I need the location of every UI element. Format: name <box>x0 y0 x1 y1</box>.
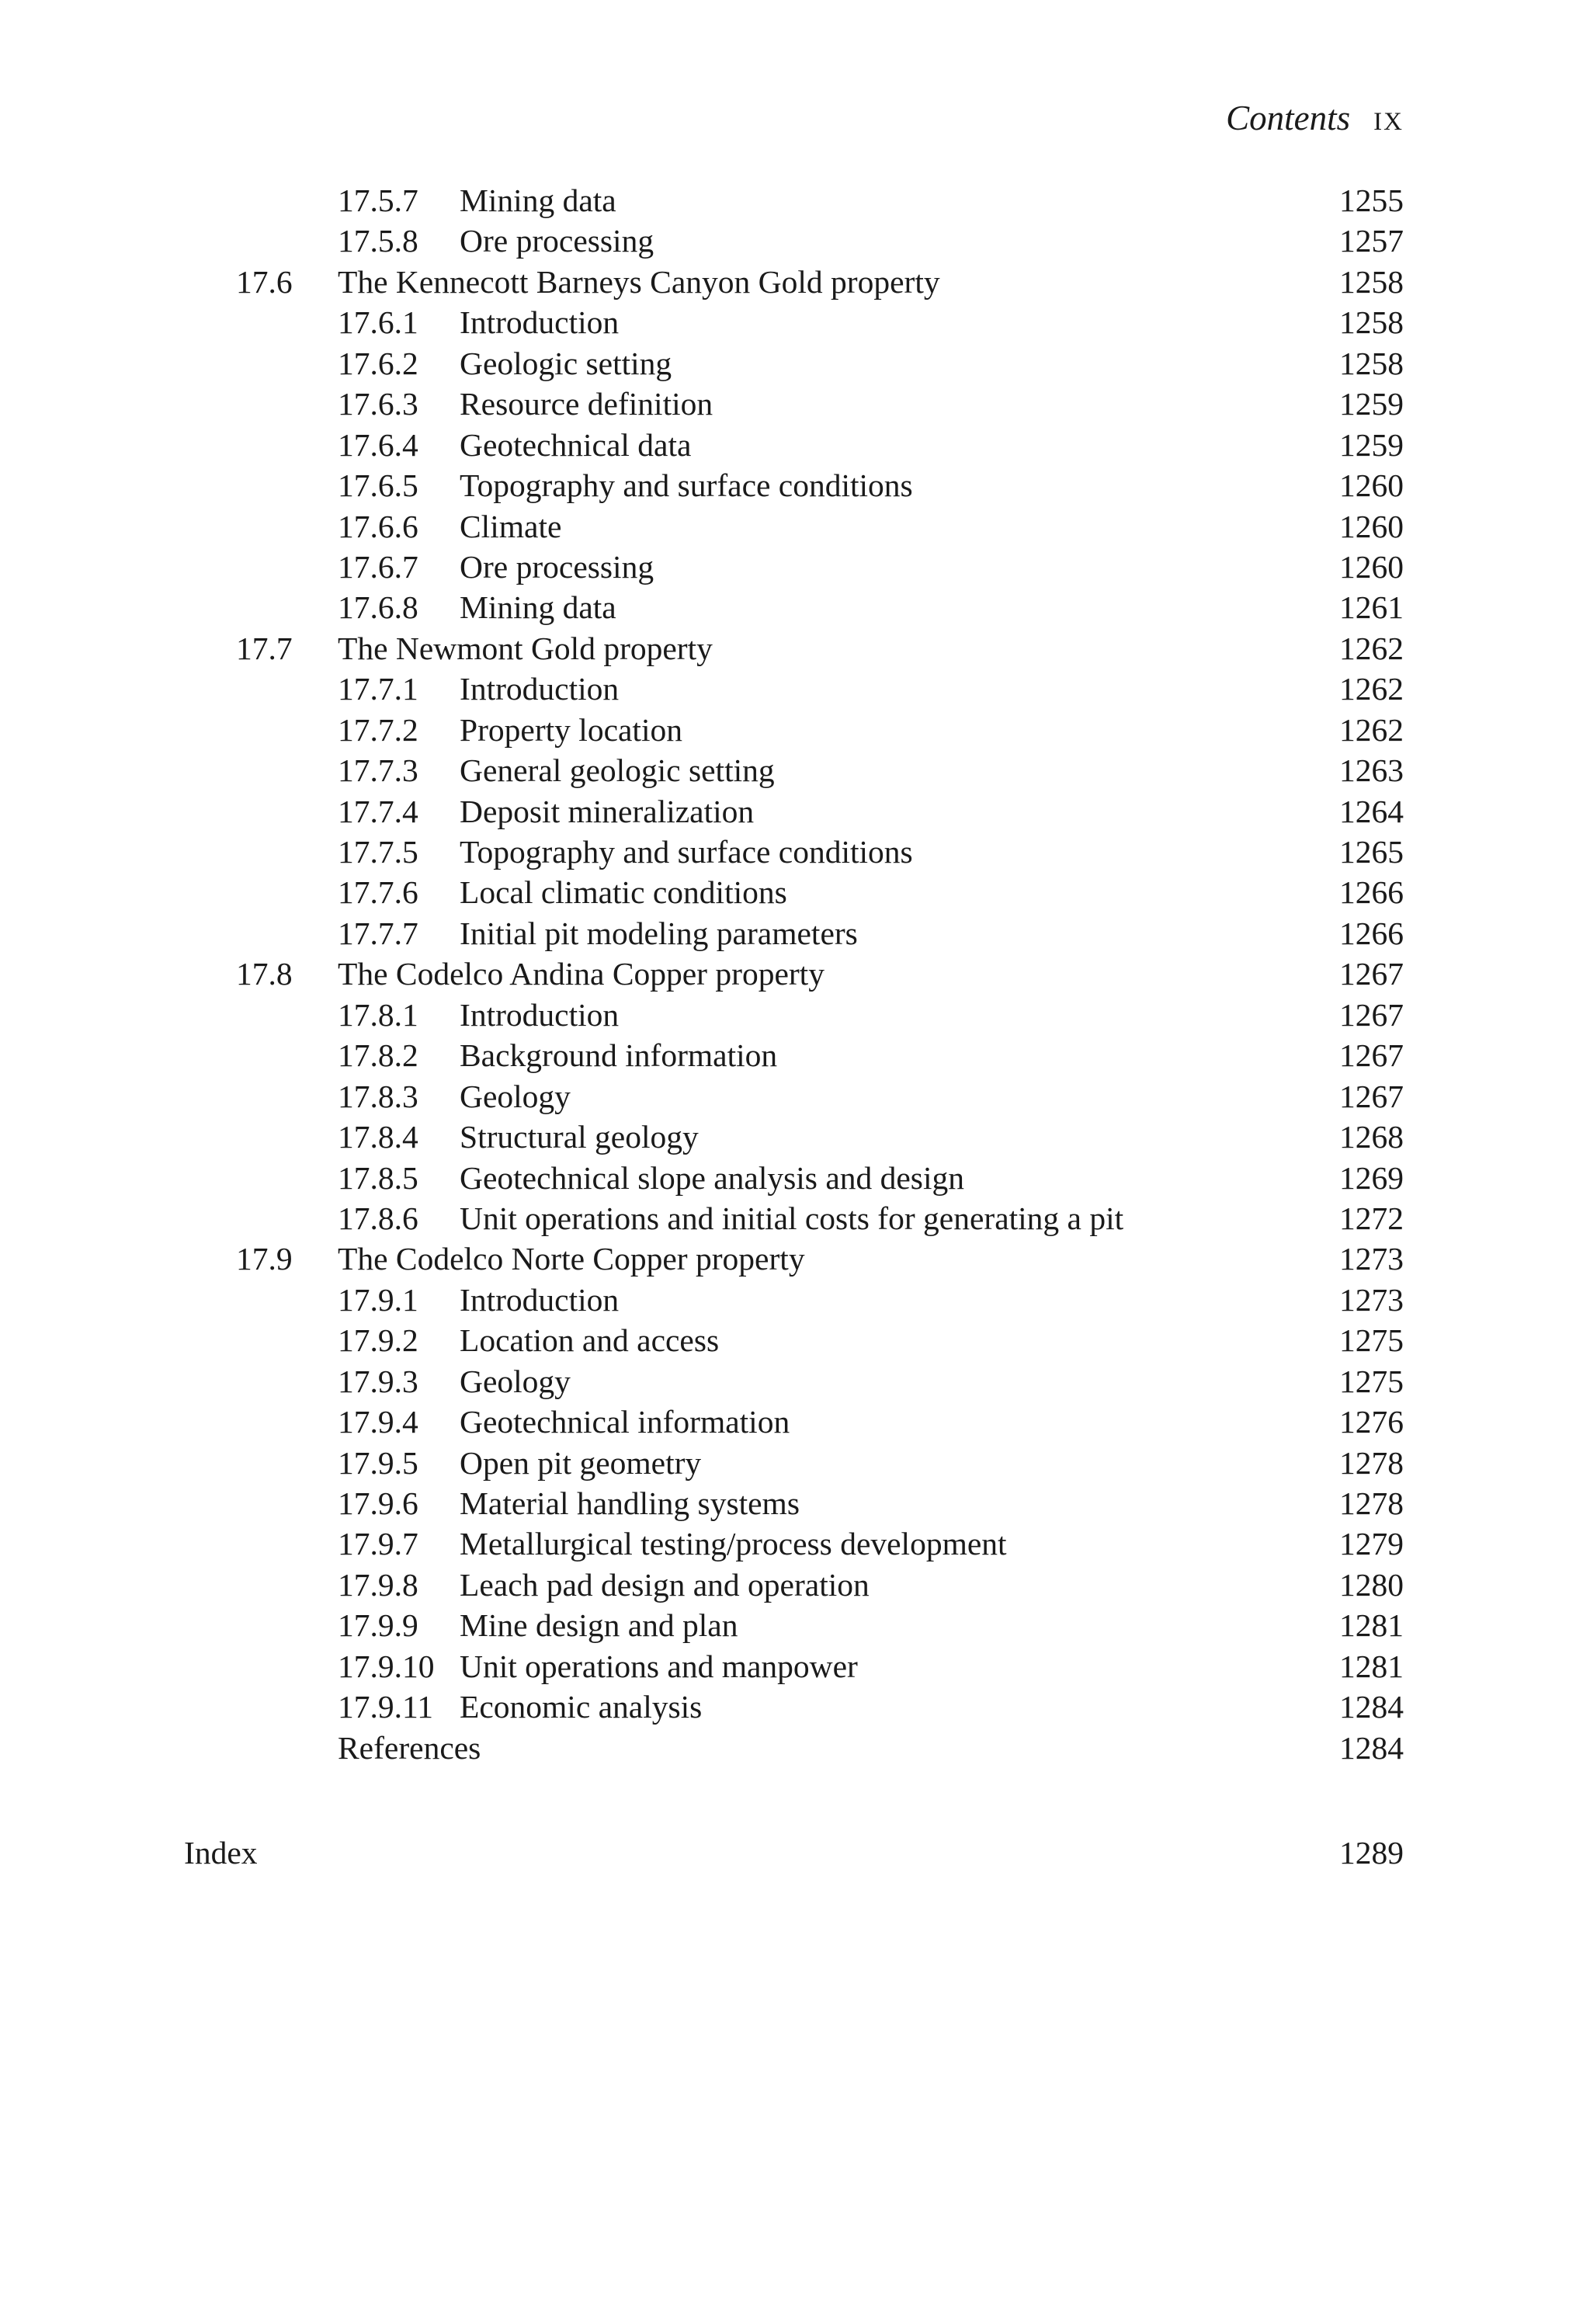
running-head-page-number: IX <box>1373 108 1404 136</box>
toc-entry-number: 17.7.6 <box>338 874 418 911</box>
toc-entry-number: 17.9.6 <box>338 1485 418 1521</box>
toc-entry-page: 1278 <box>1339 1444 1404 1481</box>
toc-entry-number: 17.6.3 <box>338 386 418 422</box>
toc-entry-title: Location and access <box>460 1322 720 1359</box>
toc-entry-title: Mine design and plan <box>460 1607 738 1644</box>
toc-entry[interactable] <box>0 1076 1590 1117</box>
toc-entry-page: 1259 <box>1339 426 1404 463</box>
toc-entry-page: 1284 <box>1339 1689 1404 1725</box>
toc-entry-title: Geologic setting <box>460 345 672 381</box>
toc-entry-number: 17.7.5 <box>338 834 418 870</box>
toc-entry-page: 1262 <box>1339 671 1404 707</box>
running-head <box>1226 98 1404 144</box>
toc-entry-title: Topography and surface conditions <box>460 834 913 870</box>
toc-entry-page: 1258 <box>1339 304 1404 341</box>
toc-entry-number: 17.8.1 <box>338 996 418 1033</box>
toc-entry[interactable] <box>0 628 1590 669</box>
toc-entry[interactable] <box>0 954 1590 994</box>
toc-entry-title: Geotechnical slope analysis and design <box>460 1159 964 1196</box>
toc-entry-title: Climate <box>460 508 562 544</box>
toc-entry-number: 17.8.3 <box>338 1078 418 1114</box>
toc-entry-page: 1284 <box>1339 1729 1404 1766</box>
toc-entry-page: 1268 <box>1339 1119 1404 1155</box>
toc-entry[interactable] <box>0 669 1590 709</box>
toc-entry-title: The Kennecott Barneys Canyon Gold property <box>338 263 940 300</box>
toc-entry-title: Geology <box>460 1078 571 1114</box>
toc-entry-title: Economic analysis <box>460 1689 703 1725</box>
toc-entry[interactable] <box>0 1687 1590 1727</box>
toc-entry[interactable] <box>0 913 1590 954</box>
toc-entry[interactable] <box>0 1117 1590 1157</box>
toc-entry-title: Material handling systems <box>460 1485 800 1521</box>
toc-entry-page: 1258 <box>1339 263 1404 300</box>
toc-entry-title: Leach pad design and operation <box>460 1566 870 1603</box>
toc-entry-page: 1260 <box>1339 467 1404 504</box>
toc-entry[interactable] <box>0 465 1590 505</box>
toc-entry[interactable] <box>0 1605 1590 1645</box>
toc-entry-page: 1263 <box>1339 752 1404 789</box>
toc-entry-title: Ore processing <box>460 223 654 259</box>
toc-entry-number: 17.7 <box>236 630 293 666</box>
toc-entry-number: 17.9.7 <box>338 1526 418 1562</box>
toc-entry-title: Deposit mineralization <box>460 793 755 829</box>
toc-entry[interactable] <box>0 995 1590 1035</box>
toc-entry-page: 1267 <box>1339 956 1404 992</box>
toc-entry-page: 1275 <box>1339 1363 1404 1399</box>
toc-entry-page: 1275 <box>1339 1322 1404 1359</box>
toc-entry-page: 1273 <box>1339 1281 1404 1318</box>
toc-entry-title: Property location <box>460 711 682 748</box>
toc-entry-page: 1273 <box>1339 1241 1404 1277</box>
toc-entry-title: The Newmont Gold property <box>338 630 713 666</box>
toc-entry[interactable] <box>0 1565 1590 1605</box>
toc-entry-title: Introduction <box>460 304 620 341</box>
toc-entry-number: 17.6.7 <box>338 548 418 585</box>
toc-entry-title: The Codelco Norte Copper property <box>338 1241 805 1277</box>
toc-entry-page: 1280 <box>1339 1566 1404 1603</box>
toc-entry-number: 17.7.7 <box>338 915 418 951</box>
toc-entry-page: 1267 <box>1339 996 1404 1033</box>
toc-entry-number: 17.6.4 <box>338 426 418 463</box>
toc-entry-title: Mining data <box>460 589 616 626</box>
toc-entry[interactable] <box>0 1402 1590 1442</box>
toc-entry-number: 17.9.11 <box>338 1689 433 1725</box>
toc-entry-title: Introduction <box>460 996 620 1033</box>
toc-entry[interactable] <box>0 1238 1590 1279</box>
toc-entry-number: 17.8.4 <box>338 1119 418 1155</box>
toc-entry[interactable] <box>0 750 1590 790</box>
toc-entry-title: Unit operations and manpower <box>460 1648 858 1684</box>
toc-entry[interactable] <box>0 547 1590 587</box>
toc-entry-title: Unit operations and initial costs for generating a pit <box>460 1200 1124 1236</box>
toc-entry-title: Geotechnical data <box>460 426 692 463</box>
toc-entry-page: 1257 <box>1339 223 1404 259</box>
toc-entry-title: Structural geology <box>460 1119 699 1155</box>
toc-entry-title: Initial pit modeling parameters <box>460 915 858 951</box>
running-head-title: Contents <box>1226 99 1351 137</box>
toc-entry-title: Geotechnical information <box>460 1404 790 1440</box>
toc-entry-number: 17.8.2 <box>338 1037 418 1074</box>
toc-entry-number: 17.7.2 <box>338 711 418 748</box>
toc-entry-page: 1260 <box>1339 548 1404 585</box>
toc-entry-page: 1267 <box>1339 1037 1404 1074</box>
toc-entry-page: 1272 <box>1339 1200 1404 1236</box>
toc-entry[interactable] <box>0 384 1590 424</box>
toc-entry-page: 1281 <box>1339 1607 1404 1644</box>
toc-entry-number: 17.7.4 <box>338 793 418 829</box>
toc-entry[interactable] <box>0 710 1590 750</box>
toc-entry[interactable] <box>0 587 1590 627</box>
toc-entry-title: General geologic setting <box>460 752 775 789</box>
toc-entry-page: 1260 <box>1339 508 1404 544</box>
toc-entry-number: 17.8.6 <box>338 1200 418 1236</box>
toc-entry-page: 1262 <box>1339 630 1404 666</box>
toc-entry-number: 17.5.7 <box>338 182 418 218</box>
toc-entry-page: 1266 <box>1339 915 1404 951</box>
toc-entry-title: Open pit geometry <box>460 1444 702 1481</box>
toc-entry-number: 17.9 <box>236 1241 293 1277</box>
toc-entry-number: 17.9.9 <box>338 1607 418 1644</box>
toc-entry-number: 17.6.8 <box>338 589 418 626</box>
toc-entry-page: 1281 <box>1339 1648 1404 1684</box>
toc-entry-page: 1255 <box>1339 182 1404 218</box>
toc-entry-page: 1269 <box>1339 1159 1404 1196</box>
toc-entry[interactable] <box>0 872 1590 912</box>
toc-entry-number: 17.9.2 <box>338 1322 418 1359</box>
toc-entry-page: 1289 <box>1339 1835 1404 1871</box>
toc-entry[interactable] <box>0 1483 1590 1523</box>
toc-entry-title: Background information <box>460 1037 778 1074</box>
toc-entry[interactable] <box>0 791 1590 832</box>
toc-entry-title: Index <box>184 1835 258 1871</box>
toc-entry-number: 17.6 <box>236 263 293 300</box>
toc-entry-page: 1258 <box>1339 345 1404 381</box>
toc-entry-number: 17.9.4 <box>338 1404 418 1440</box>
toc-entry-number: 17.8 <box>236 956 293 992</box>
toc-list <box>0 180 1590 1768</box>
toc-entry[interactable] <box>0 221 1590 261</box>
toc-entry[interactable] <box>0 1728 1590 1768</box>
toc-entry[interactable] <box>0 1158 1590 1198</box>
toc-entry[interactable] <box>0 425 1590 465</box>
toc-entry-page: 1279 <box>1339 1526 1404 1562</box>
toc-entry-index[interactable] <box>0 1832 1590 1873</box>
toc-entry-number: 17.5.8 <box>338 223 418 259</box>
toc-entry[interactable] <box>0 1280 1590 1320</box>
toc-entry[interactable] <box>0 302 1590 342</box>
toc-entry-number: 17.7.1 <box>338 671 418 707</box>
toc-entry-number: 17.9.1 <box>338 1281 418 1318</box>
toc-entry-title: Topography and surface conditions <box>460 467 913 504</box>
toc-entry-page: 1265 <box>1339 834 1404 870</box>
toc-entry-number: 17.9.3 <box>338 1363 418 1399</box>
toc-entry-page: 1266 <box>1339 874 1404 911</box>
toc-entry-number: 17.6.1 <box>338 304 418 341</box>
toc-entry[interactable] <box>0 1198 1590 1238</box>
toc-entry-number: 17.8.5 <box>338 1159 418 1196</box>
toc-entry-number: 17.9.10 <box>338 1648 435 1684</box>
toc-entry-page: 1276 <box>1339 1404 1404 1440</box>
toc-entry-title: Resource definition <box>460 386 713 422</box>
toc-entry[interactable] <box>0 262 1590 302</box>
toc-entry-page: 1267 <box>1339 1078 1404 1114</box>
toc-entry[interactable] <box>0 1523 1590 1564</box>
toc-entry-title: Metallurgical testing/process development <box>460 1526 1007 1562</box>
toc-entry-number: 17.9.8 <box>338 1566 418 1603</box>
toc-entry-number: 17.6.6 <box>338 508 418 544</box>
toc-entry-title: Geology <box>460 1363 571 1399</box>
toc-entry[interactable] <box>0 343 1590 384</box>
toc-entry-number: 17.9.5 <box>338 1444 418 1481</box>
toc-entry[interactable] <box>0 1035 1590 1075</box>
toc-entry-number: 17.6.2 <box>338 345 418 381</box>
toc-entry-title: Local climatic conditions <box>460 874 787 911</box>
toc-entry-number: 17.7.3 <box>338 752 418 789</box>
toc-entry-page: 1278 <box>1339 1485 1404 1521</box>
toc-entry[interactable] <box>0 506 1590 547</box>
toc-entry-page: 1261 <box>1339 589 1404 626</box>
toc-entry[interactable] <box>0 832 1590 872</box>
toc-entry[interactable] <box>0 1320 1590 1360</box>
toc-entry-title: Mining data <box>460 182 616 218</box>
toc-entry[interactable] <box>0 180 1590 221</box>
toc-entry-title: Ore processing <box>460 548 654 585</box>
toc-entry-title: The Codelco Andina Copper property <box>338 956 825 992</box>
toc-entry-page: 1259 <box>1339 386 1404 422</box>
toc-entry[interactable] <box>0 1646 1590 1687</box>
toc-entry-title: References <box>338 1729 481 1766</box>
toc-entry[interactable] <box>0 1361 1590 1402</box>
toc-entry-title: Introduction <box>460 1281 620 1318</box>
toc-entry-title: Introduction <box>460 671 620 707</box>
toc-entry-page: 1264 <box>1339 793 1404 829</box>
toc-entry[interactable] <box>0 1443 1590 1483</box>
toc-entry-number: 17.6.5 <box>338 467 418 504</box>
toc-entry-page: 1262 <box>1339 711 1404 748</box>
